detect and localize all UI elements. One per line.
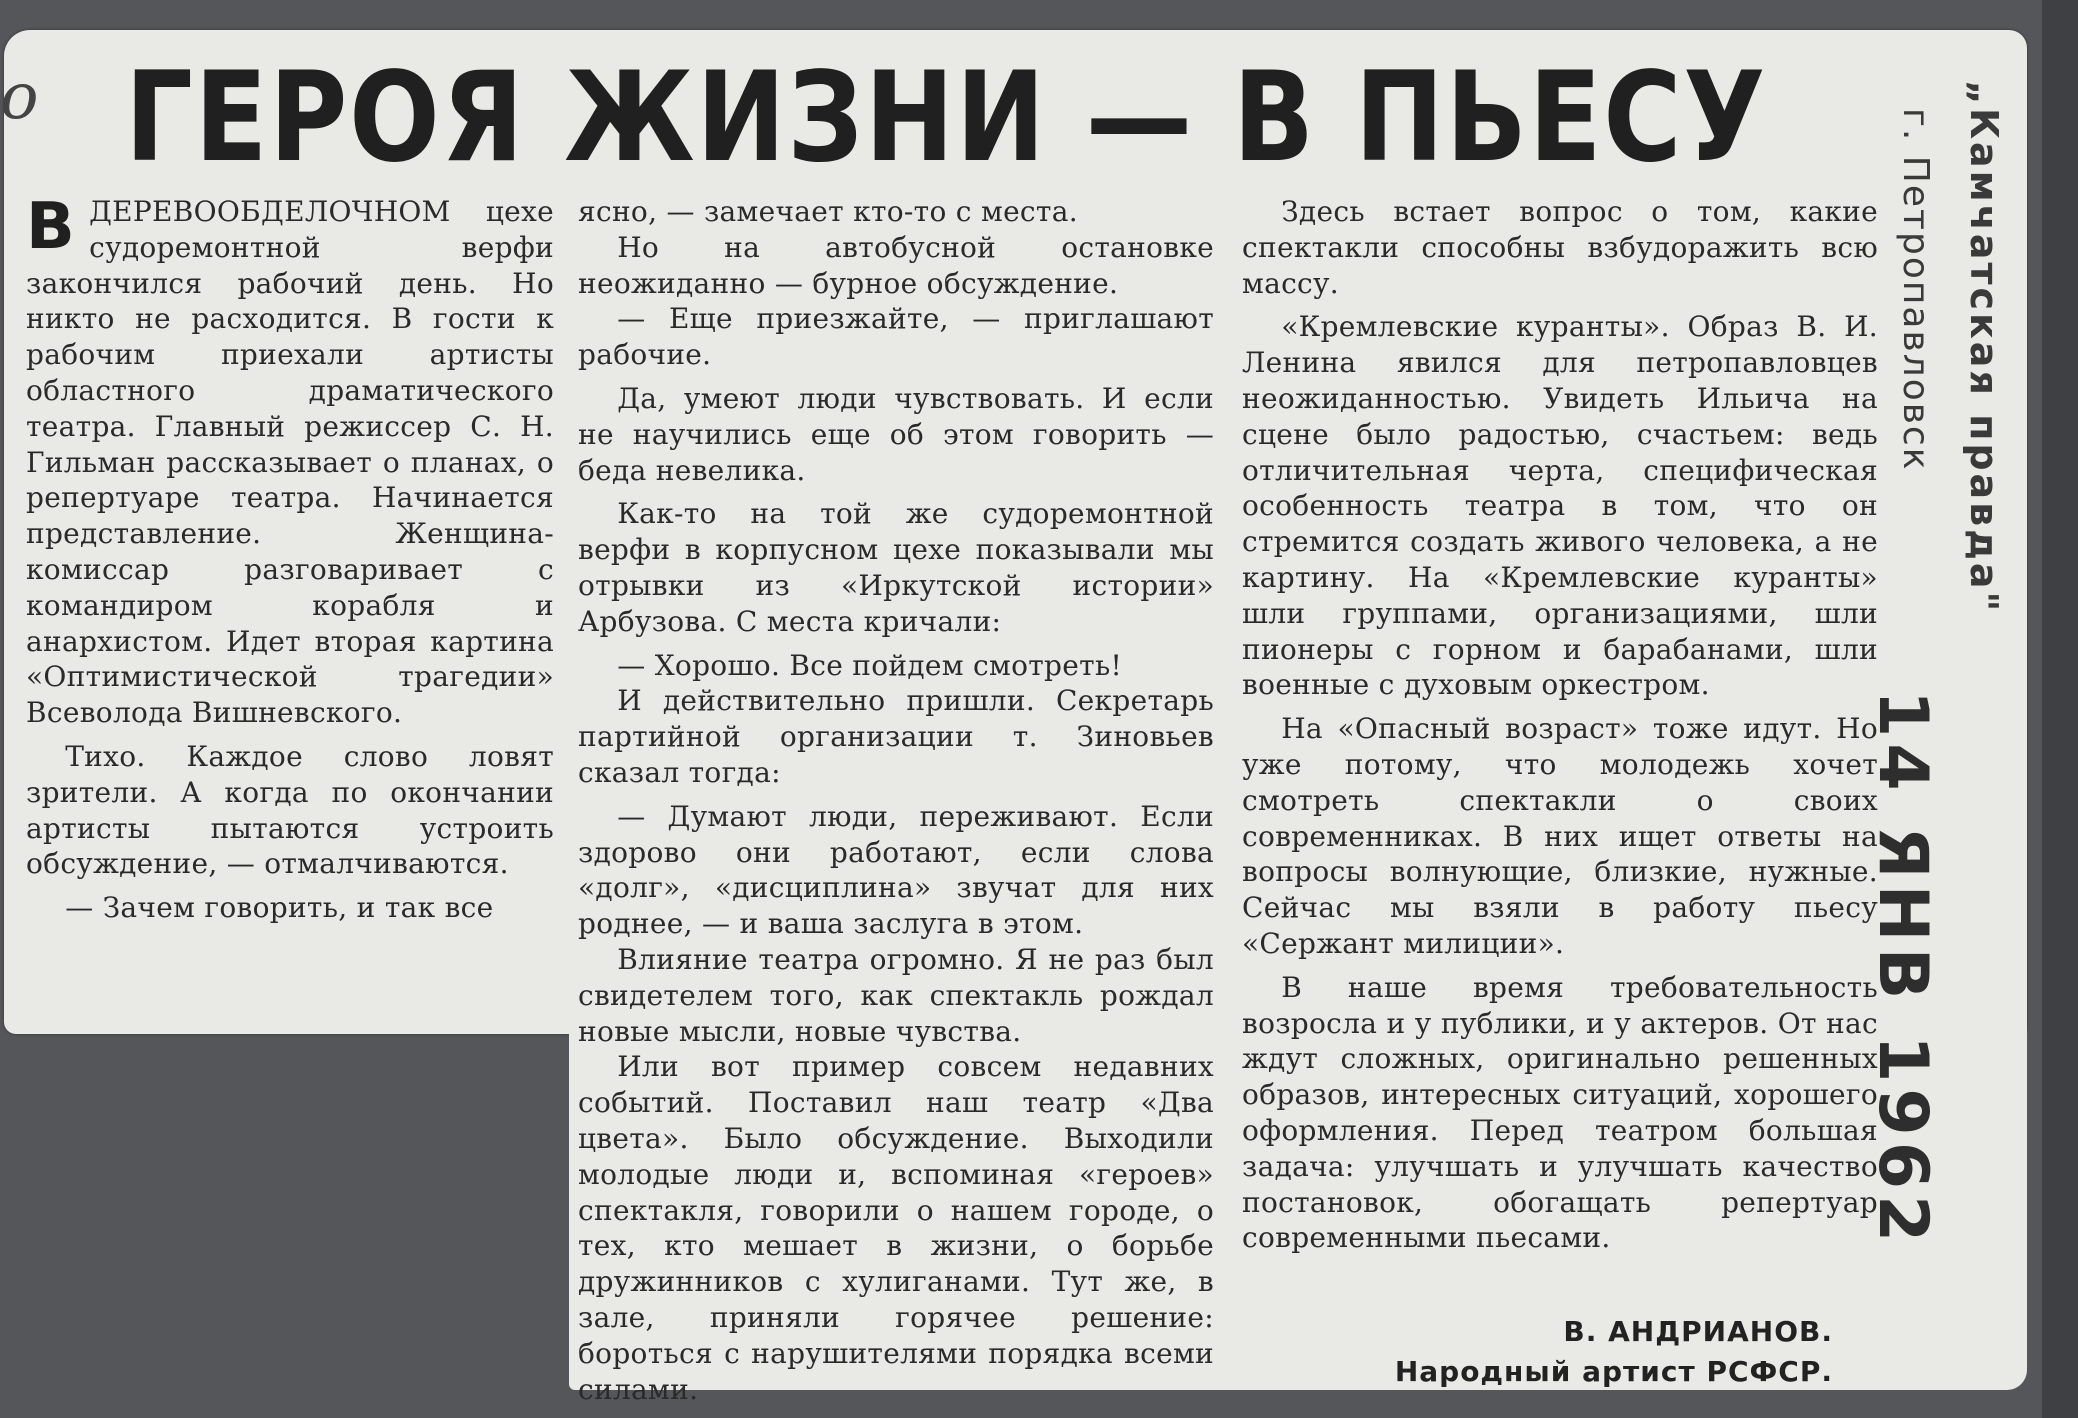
paragraph: На «Опасный возраст» тоже идут. Но уже потому, что молодежь хочет смотреть спектакли о своих современниках. В них ищет ответы на вопросы волнующие, близкие, нужные. Сейчас мы взяли в работу пьесу «Сержант милиции». xyxy=(1242,712,1878,960)
stamp-newspaper: „Камчатская правда" xyxy=(1962,80,2006,615)
paragraph: ясно, — замечает кто-то с места. xyxy=(578,195,1078,228)
article-column-1 xyxy=(26,190,554,926)
pen-mark: о xyxy=(0,60,39,134)
paragraph: Или вот пример совсем недавних событий. Поставил наш театр «Два цвета». Было обсуждение. Выходили молодые люди и, вспоминая «героев» спектакля, говорили о нашем городе, о тех, кто мешает в жизни, о борьбе дружинников с хулиганами. Тут же, в зале, приняли горячее решение: бороться с нарушителями порядка всеми силами. xyxy=(578,1050,1214,1406)
paragraph: Но на автобусной остановке неожиданно — бурное обсуждение. xyxy=(578,230,1214,300)
paragraph: И действительно пришли. Секретарь партийной организации т. Зиновьев сказал тогда: xyxy=(578,684,1214,789)
stamp-city: г. Петропавловск xyxy=(1895,108,1936,472)
paragraph: Тихо. Каждое слово ловят зрители. А когда по окончании артисты пытаются устроить обсуждение, — отмалчиваются. xyxy=(26,739,554,881)
paragraph: «Кремлевские куранты». Образ В. И. Ленина явился для петропавловцев неожиданностью. Увидеть Ильича на сцене было радостью, счастьем: ведь отличительная черта, специфическая особенность театра в том, что он стремится создать живого человека, а не картину. На «Кремлевские куранты» шли группами, организациями, шли пионеры с горном и барабанами, шли военные с духовым оркестром. xyxy=(1242,310,1878,702)
drop-cap: В xyxy=(26,190,76,264)
byline xyxy=(1395,1312,1833,1392)
paragraph xyxy=(26,190,554,731)
paragraph: Да, умеют люди чувствовать. И если не научились еще об этом говорить — беда невелика. xyxy=(578,381,1214,487)
paragraph: Здесь встает вопрос о том, какие спектакли способны взбудоражить всю массу. xyxy=(1242,195,1878,300)
paragraph-text: ДЕРЕВООБДЕЛОЧНОМ цехе судоремонтной верфи закончился рабочий день. Но никто не расходится. В гости к рабочим приехали артисты областного драматического театра. Главный режиссер С. Н. Гильман рассказывает о планах, о репертуаре театра. Начинается представление. Женщина-комиссар разговаривает с командиром корабля и анархистом. Идет вторая картина «Оптимистической трагедии» Всеволода Вишневского. xyxy=(26,195,554,730)
article-headline: ГЕРОЯ ЖИЗНИ — В ПЬЕСУ xyxy=(125,46,1768,190)
paragraph: — Еще приезжайте, — приглашают рабочие. xyxy=(578,302,1214,372)
article-column-3 xyxy=(1242,194,1878,1256)
paragraph: — Зачем говорить, и так все xyxy=(65,891,494,925)
paragraph: — Хорошо. Все пойдем смотреть! xyxy=(617,648,1123,682)
author-name: В. АНДРИАНОВ. xyxy=(1563,1315,1833,1348)
author-title: Народный артист РСФСР. xyxy=(1394,1355,1833,1388)
paragraph: Как-то на той же судоремонтной верфи в корпусном цехе показывали мы отрывки из «Иркутской истории» Арбузова. С места кричали: xyxy=(578,497,1214,638)
paragraph: В наше время требовательность возросла и у публики, и у актеров. От нас ждут сложных, оригинально решенных образов, интересных ситуаций, хорошего оформления. Перед театром большая задача: улучшать и улучшать качество постановок, обогащать репертуар современными пьесами. xyxy=(1242,970,1878,1255)
article-column-2 xyxy=(578,194,1214,1407)
scanner-edge xyxy=(2042,0,2078,1418)
stamp-date: 14 ЯНВ 1962 xyxy=(1863,690,1942,1249)
paragraph: Влияние театра огромно. Я не раз был свидетелем того, как спектакль рождал новые мысли, новые чувства. xyxy=(578,942,1214,1048)
paragraph: — Думают люди, переживают. Если здорово они работают, если слова «долг», «дисциплина» звучат для них роднее, — и ваша заслуга в этом. xyxy=(578,799,1214,941)
